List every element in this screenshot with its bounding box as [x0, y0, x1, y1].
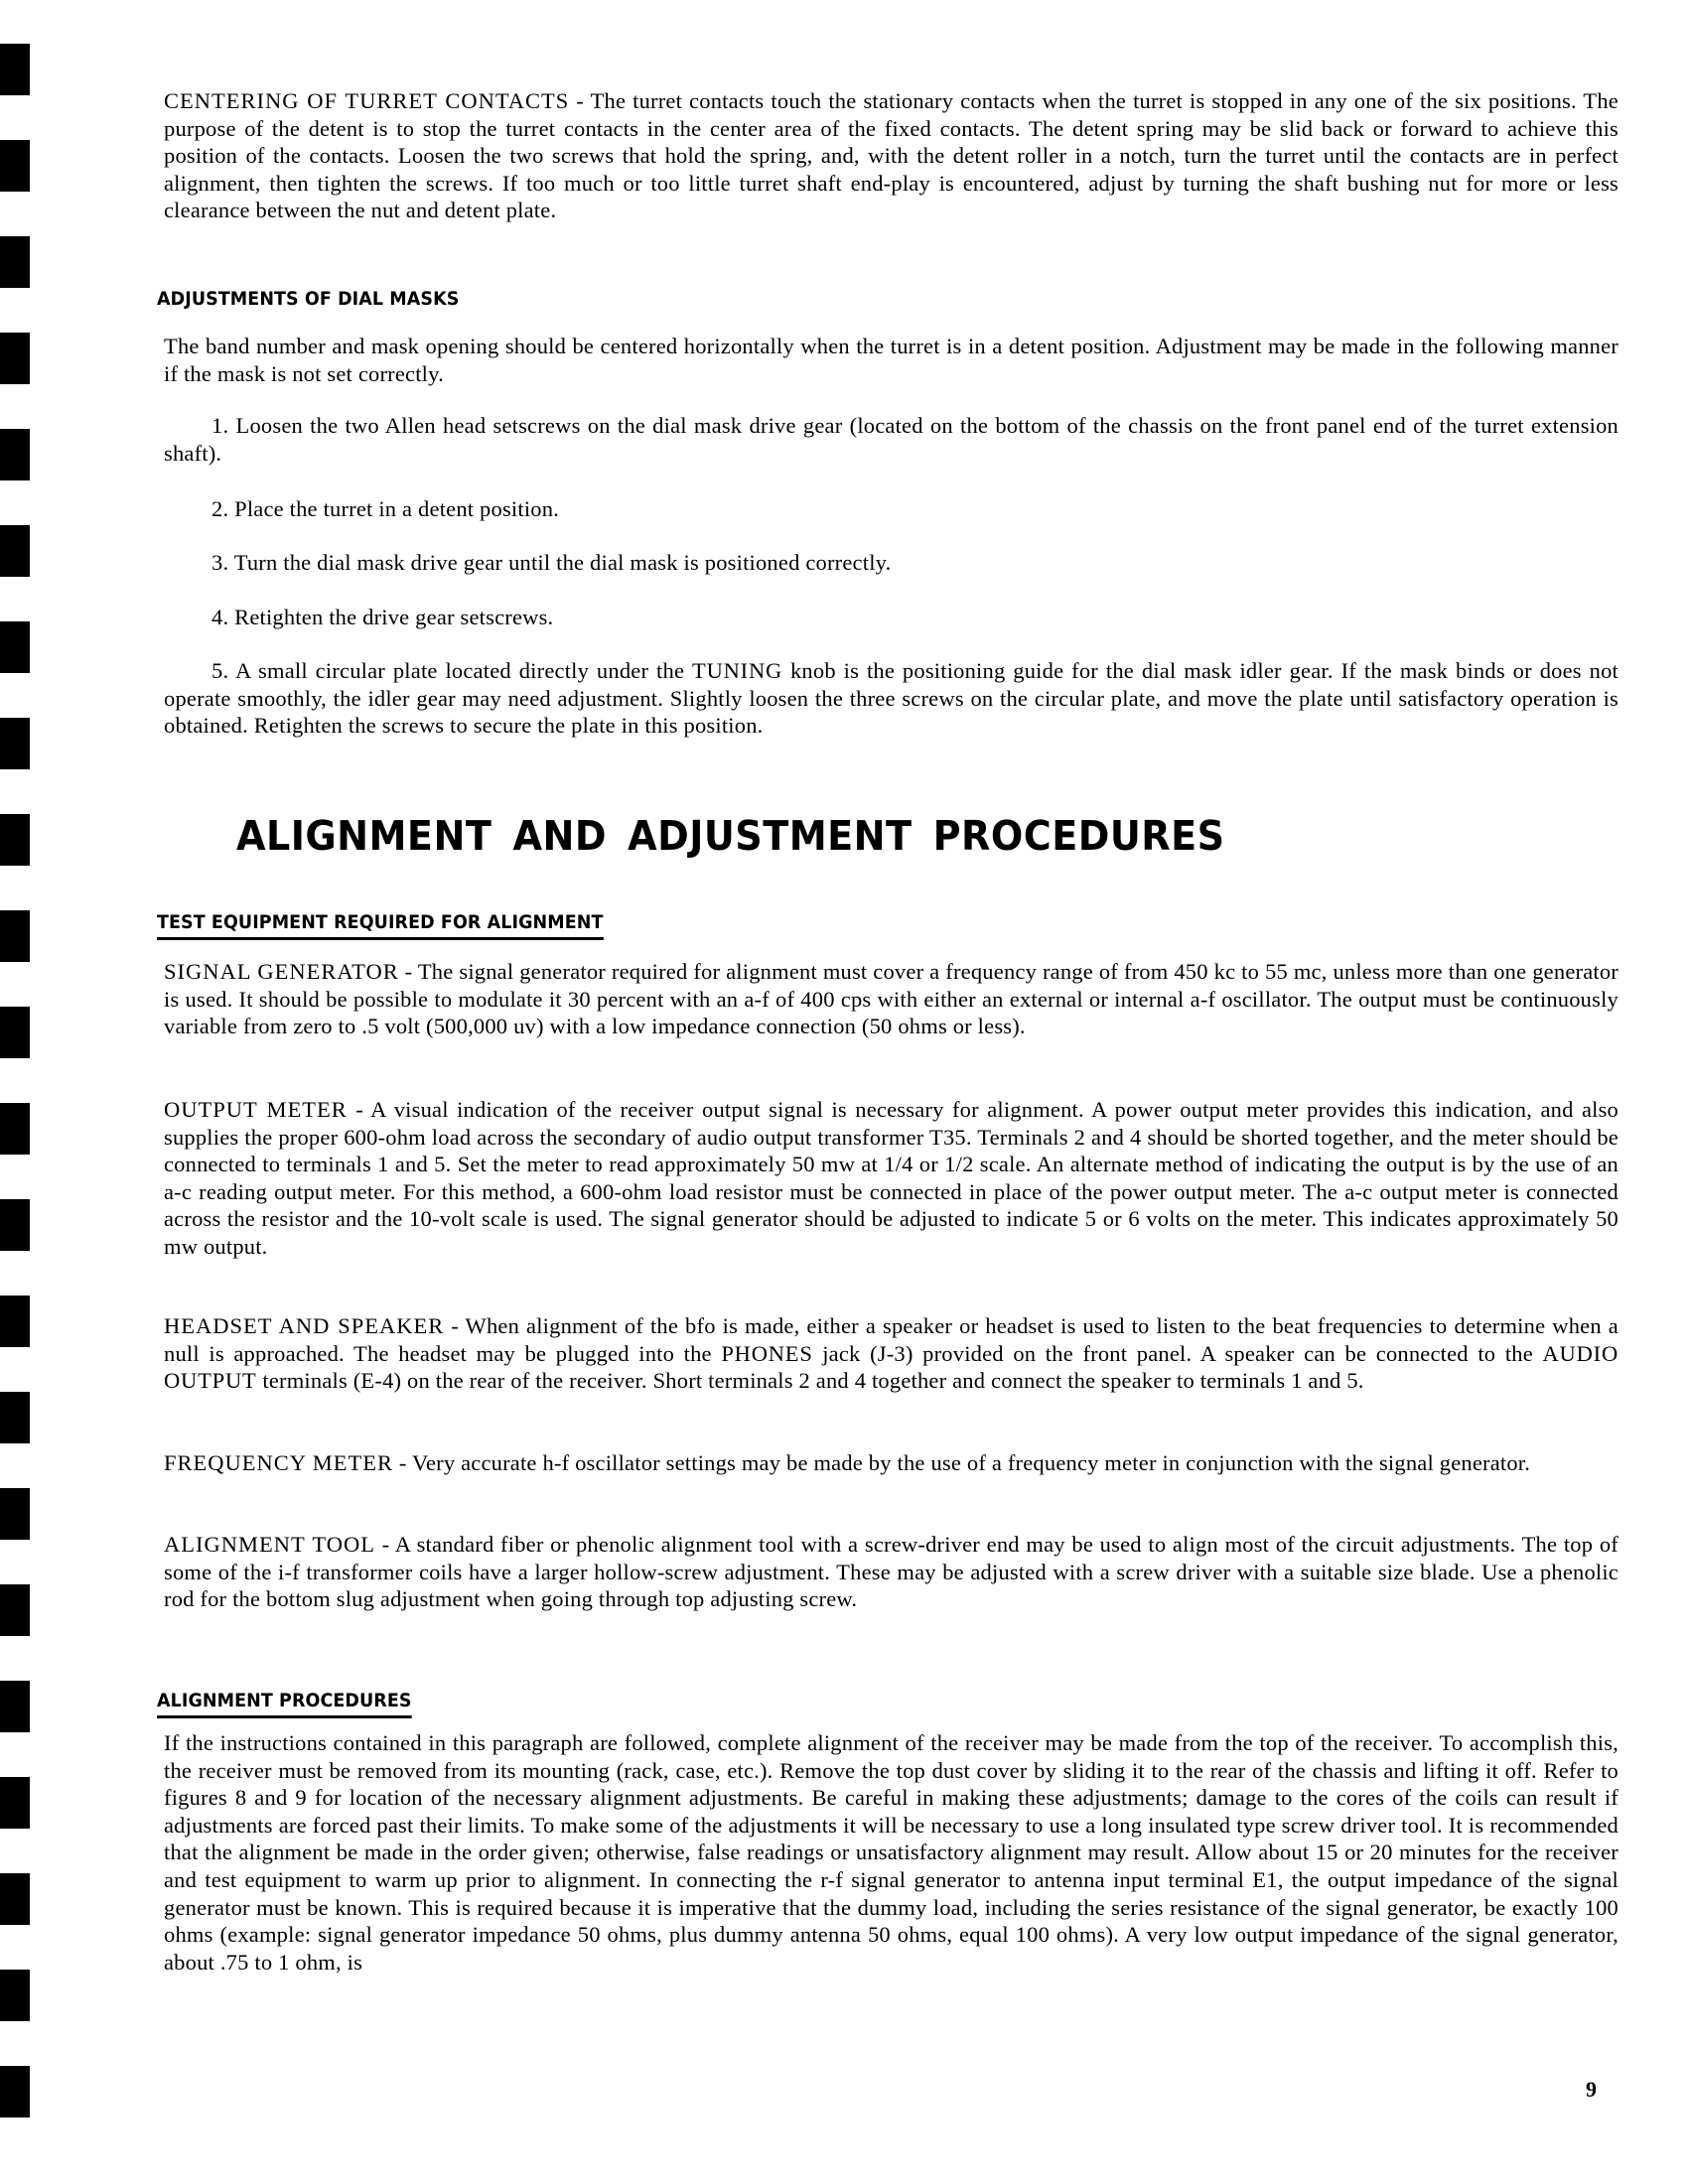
binding-hole-mark [0, 814, 30, 866]
binding-hole-mark [0, 2066, 30, 2117]
binding-hole-mark [0, 910, 30, 962]
paragraph-frequency-meter: FREQUENCY METER - Very accurate h-f oscillator settings may be made by the use of a frequency meter in conjunction with the signal generator. [164, 1450, 1531, 1475]
paragraph-lead: HEADSET AND SPEAKER [164, 1313, 445, 1338]
paragraph-turret-contacts: CENTERING OF TURRET CONTACTS - The turret contacts touch the stationary contacts when the turret is stopped in any one of the six positions. The purpose of the detent is to stop the turret contacts in the center area of the fixed contacts. The detent spring may be slid back or forward to achieve this position of the contacts. Loosen the two screws that hold the spring, and, with the detent roller in a notch, turn the turret until the contacts are in perfect alignment, then tighten the screws. If too much or too little turret shaft end-play is encountered, adjust by turning the shaft bushing nut for more or less clearance between the nut and detent plate. [164, 88, 1618, 223]
paragraph-alignment-procedures: If the instructions contained in this paragraph are followed, complete alignment of the receiver may be made from the top of the receiver. To accomplish this, the receiver must be removed from its mounting (rack, case, etc.). Remove the top dust cover by sliding it to the rear of the chassis and lifting it off. Refer to figures 8 and 9 for location of the necessary alignment adjustments. Be careful in making these adjustments; damage to the cores of the coils can result if adjustments are forced past their limits. To make some of the adjustments it will be necessary to use a long insulated type screw driver tool. It is recommended that the alignment be made in the order given; otherwise, false readings or unsatisfactory alignment may result. Allow about 15 or 20 minutes for the receiver and test equipment to warm up prior to alignment. In connecting the r-f signal generator to antenna input terminal E1, the output impedance of the signal generator must be known. This is required because it is imperative that the dummy load, including the series resistance of the signal generator, be exactly 100 ohms (example: signal generator impedance 50 ohms, plus dummy antenna 50 ohms, equal 100 ohms). A very low output impedance of the signal generator, about .75 to 1 ohm, is [164, 1730, 1618, 1975]
step-number: 5. [211, 658, 229, 683]
list-item-step-1 [164, 412, 1618, 467]
step-number: 1. [211, 413, 229, 438]
paragraph-lead: ALIGNMENT TOOL [164, 1532, 375, 1557]
paragraph-dial-masks-intro: The band number and mask opening should be centered horizontally when the turret is in a detent position. Adjustment may be made in the following manner if the mask is not set correctly. [164, 334, 1618, 386]
binding-hole-mark [0, 1199, 30, 1251]
step-text: Turn the dial mask drive gear until the dial mask is positioned correctly. [233, 550, 892, 575]
section-heading-alignment-procedures: ALIGNMENT PROCEDURES [157, 1690, 412, 1718]
binding-hole-mark [0, 1584, 30, 1636]
paragraph-lead: FREQUENCY METER [164, 1450, 394, 1475]
binding-hole-mark [0, 525, 30, 577]
binding-hole-mark [0, 1296, 30, 1347]
step-text: Retighten the drive gear setscrews. [234, 605, 554, 629]
paragraph-headset-speaker: HEADSET AND SPEAKER - When alignment of the bfo is made, either a speaker or headset is used to listen to the beat frequencies to determine when a null is approached. The headset may be plugged into the PHONES jack (J-3) provided on the front panel. A speaker can be connected to the AUDIO OUTPUT terminals (E-4) on the rear of the receiver. Short terminals 2 and 4 together and connect the speaker to terminals 1 and 5. [164, 1313, 1618, 1394]
binding-hole-mark [0, 1970, 30, 2021]
binding-hole-mark [0, 1103, 30, 1155]
section-heading-dial-masks: ADJUSTMENTS OF DIAL MASKS [157, 288, 460, 310]
page-number: 9 [1586, 2077, 1597, 2102]
binding-hole-mark [0, 1488, 30, 1540]
paragraph-signal-generator: SIGNAL GENERATOR - The signal generator required for alignment must cover a frequency range of from 450 kc to 55 mc, unless more than one generator is used. It should be possible to modulate it 30 percent with an a-f of 400 cps with either an external or internal a-f oscillator. The output must be continuously variable from zero to .5 volt (500,000 uv) with a low impedance connection (50 ohms or less). [164, 959, 1618, 1039]
step-number: 2. [211, 496, 229, 521]
binding-hole-mark [0, 236, 30, 288]
binding-hole-mark [0, 1681, 30, 1732]
section-heading-test-equipment: TEST EQUIPMENT REQUIRED FOR ALIGNMENT [157, 911, 603, 940]
list-item-step-5: 5. A small circular plate located directly under the TUNING knob is the positioning guide for the dial mask idler gear. If the mask binds or does not operate smoothly, the idler gear may need adjustment. Slightly loosen the three screws on the circular plate, and move the plate until satisfactory operation is obtained. Retighten the screws to secure the plate in this position. [164, 658, 1618, 739]
control-name-audio-output: AUDIO OUTPUT [164, 1340, 1618, 1394]
binding-hole-mark [0, 1392, 30, 1443]
binding-hole-mark [0, 1007, 30, 1058]
binding-hole-mark [0, 1777, 30, 1829]
paragraph-lead: SIGNAL GENERATOR [164, 959, 399, 984]
step-text: Place the turret in a detent position. [234, 496, 559, 521]
paragraph-lead: CENTERING OF TURRET CONTACTS [164, 88, 570, 113]
paragraph-lead: OUTPUT METER [164, 1097, 348, 1122]
list-item-step-4 [164, 604, 1618, 631]
binding-hole-mark [0, 621, 30, 673]
list-item-step-3 [164, 549, 1618, 577]
binding-hole-mark [0, 333, 30, 384]
binding-hole-mark [0, 718, 30, 769]
paragraph-body: The turret contacts touch the stationary contacts when the turret is stopped in any one of the six positions. The purpose of the detent is to stop the turret contacts in the center area of the fixed contacts. The detent spring may be slid back or forward to achieve this position of the contacts. Loosen the two screws that hold the spring, and, with the detent roller in a notch, turn the turret until the contacts are in perfect alignment, then tighten the screws. If too much or too little turret shaft end-play is encountered, adjust by turning the shaft bushing nut for more or less clearance between the nut and detent plate. [164, 88, 1618, 223]
step-text: Loosen the two Allen head setscrews on the dial mask drive gear (located on the bottom of the chassis on the front panel end of the turret extension shaft). [164, 413, 1619, 466]
paragraph-alignment-tool: ALIGNMENT TOOL - A standard fiber or phenolic alignment tool with a screw-driver end may be used to align most of the circuit adjustments. The top of some of the i-f transformer coils have a larger hollow-screw adjustment. These may be adjusted with a screw driver with a suitable size blade. Use a phenolic rod for the bottom slug adjustment when going through top adjusting screw. [164, 1532, 1618, 1612]
binding-hole-mark [0, 1873, 30, 1925]
list-item-step-2 [164, 495, 1618, 523]
binding-hole-mark [0, 44, 30, 95]
control-name-tuning: TUNING [692, 658, 783, 683]
step-number: 4. [211, 605, 229, 629]
page-title: ALIGNMENT AND ADJUSTMENT PROCEDURES [236, 812, 1225, 860]
step-number: 3. [211, 550, 229, 575]
binding-hole-mark [0, 429, 30, 480]
control-name-phones: PHONES [721, 1340, 813, 1366]
binding-hole-mark [0, 140, 30, 192]
paragraph-output-meter: OUTPUT METER - A visual indication of the receiver output signal is necessary for alignment. A power output meter provides this indication, and also supplies the proper 600-ohm load across the secondary of audio output transformer T35. Terminals 2 and 4 should be shorted together, and the meter should be connected to terminals 1 and 5. Set the meter to read approximately 50 mw at 1/4 or 1/2 scale. An alternate method of indicating the output is by the use of an a-c reading output meter. For this method, a 600-ohm load resistor must be connected in place of the power output meter. The a-c output meter is connected across the resistor and the 10-volt scale is used. The signal generator should be adjusted to indicate 5 or 6 volts on the meter. This indicates approximately 50 mw output. [164, 1097, 1618, 1259]
